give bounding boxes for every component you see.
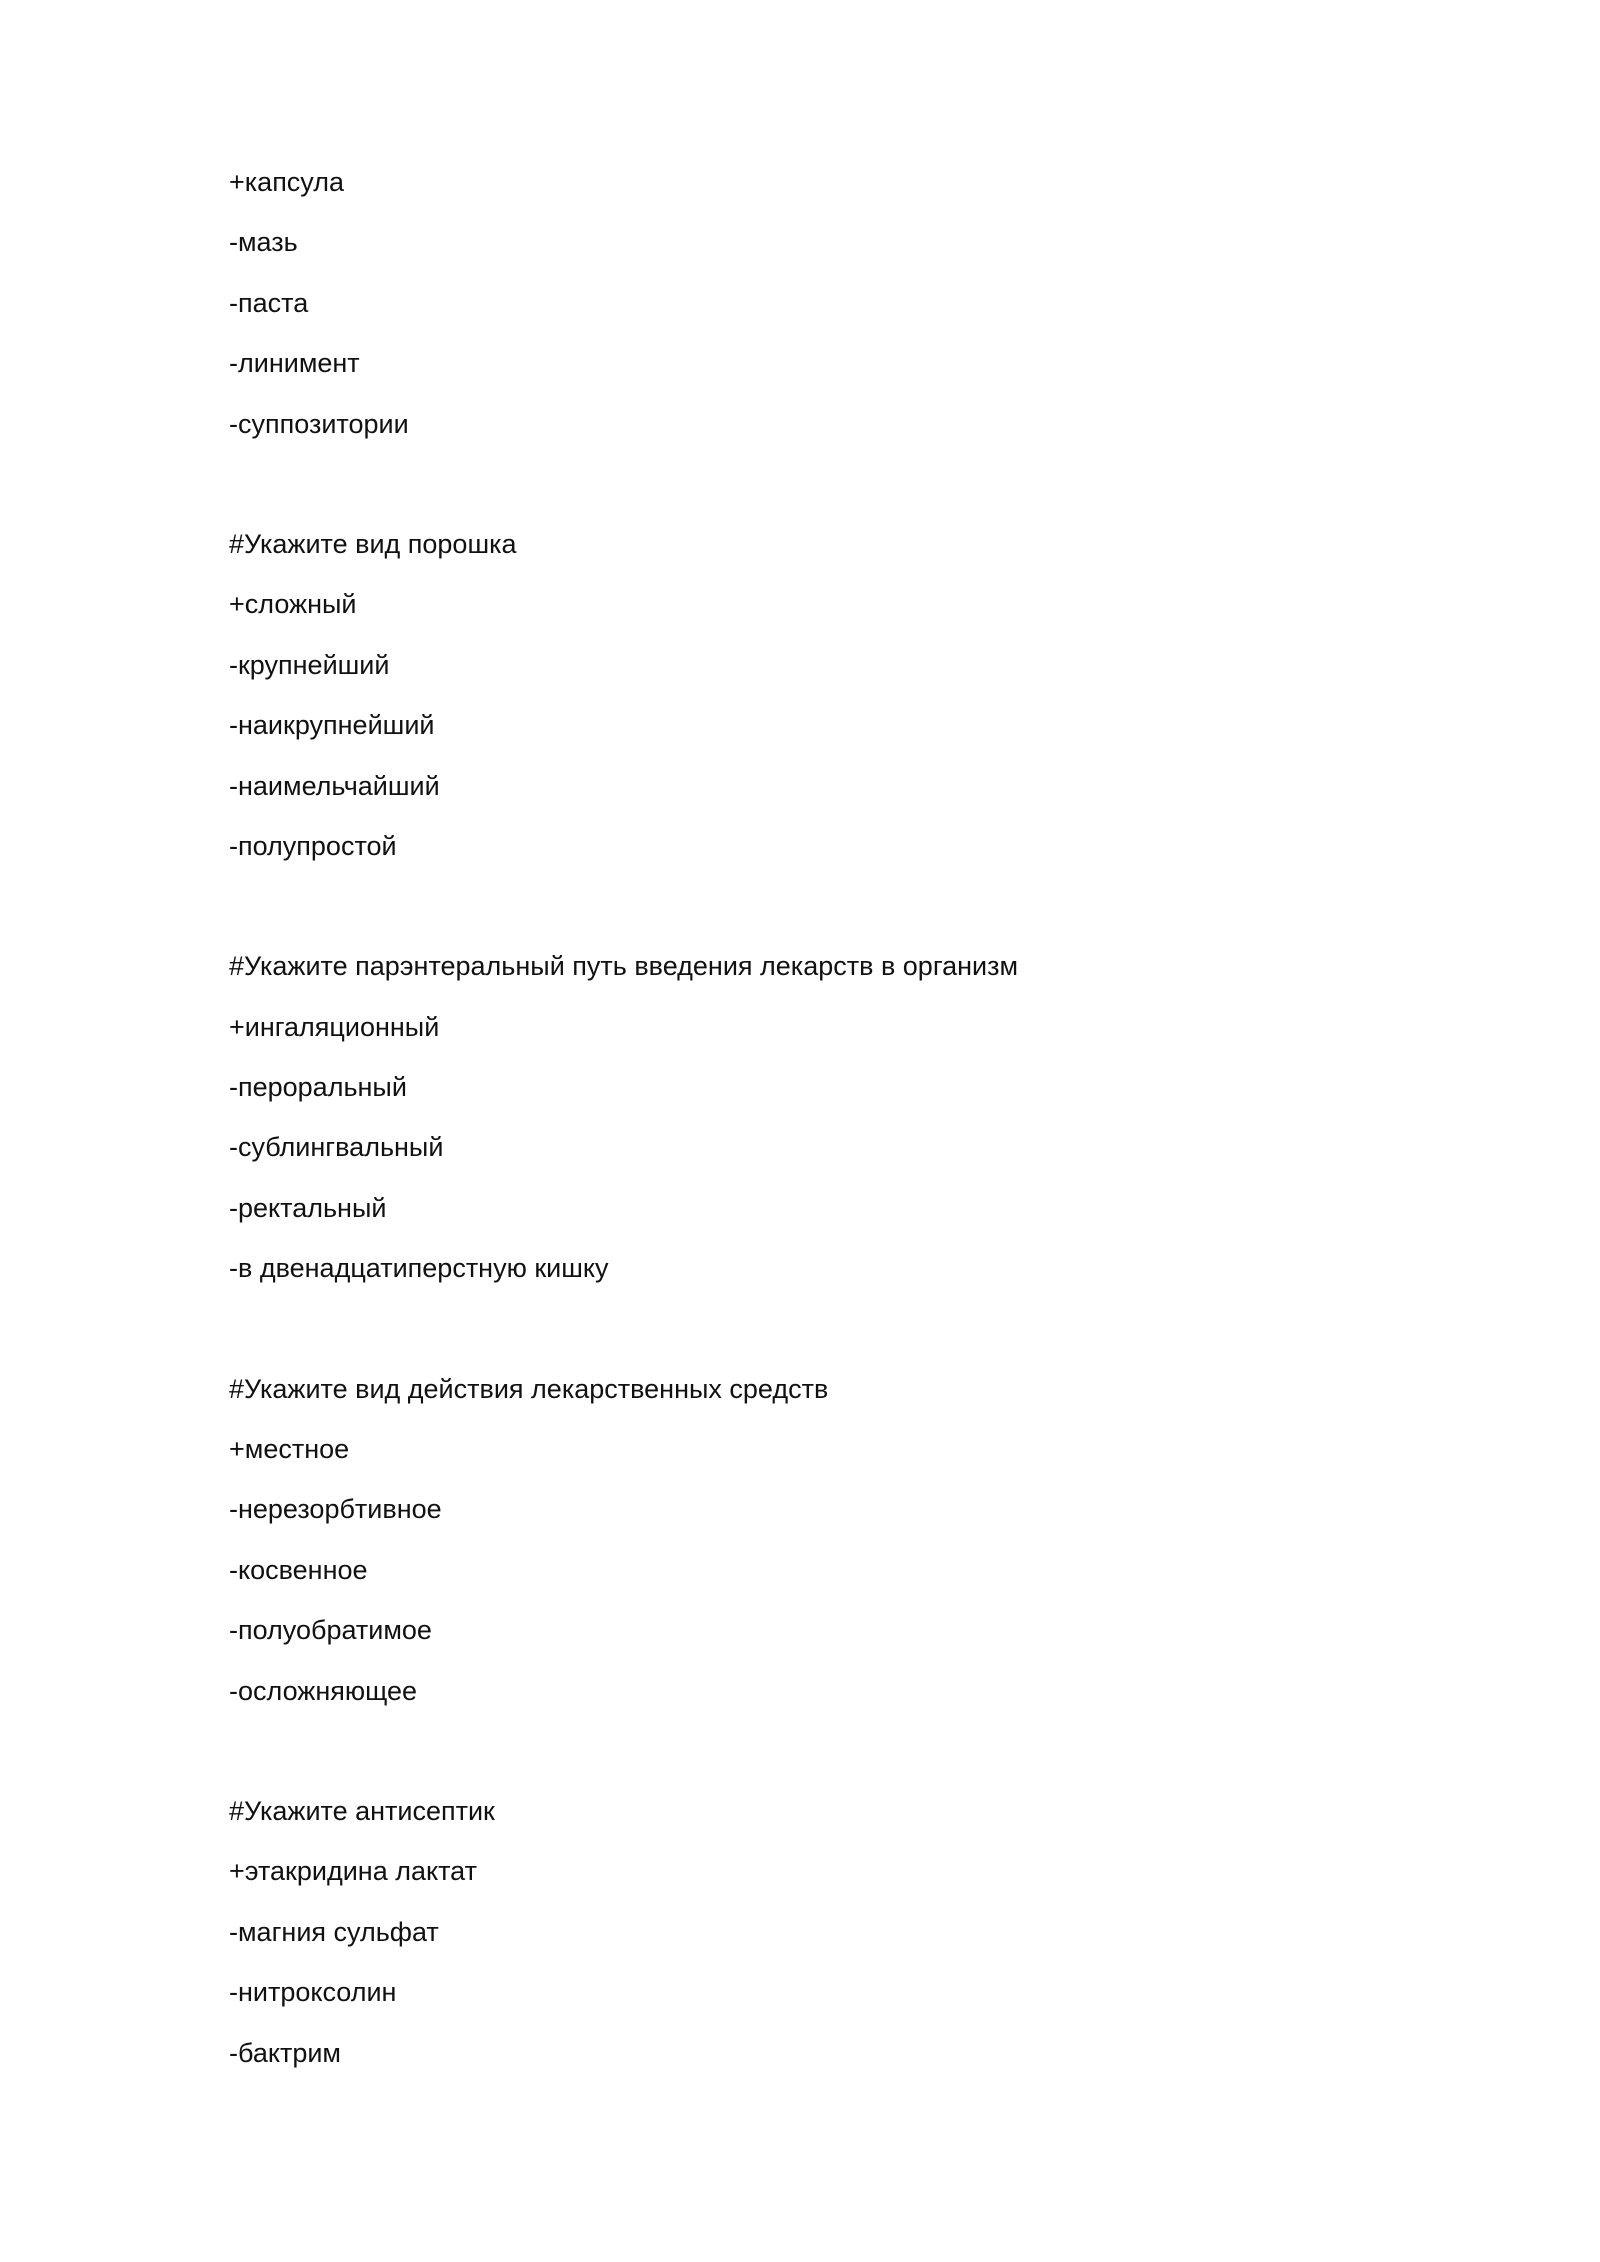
wrong-option: -косвенное	[229, 1554, 368, 1585]
wrong-option: -паста	[229, 287, 309, 318]
correct-option: +капсула	[229, 167, 344, 197]
wrong-option: -бактрим	[229, 2037, 341, 2068]
wrong-option: -суппозитории	[229, 408, 409, 439]
wrong-option: -наикрупнейший	[229, 710, 435, 741]
wrong-option: -мазь	[229, 227, 298, 258]
wrong-option: -полупростой	[229, 830, 397, 861]
correct-option: +местное	[229, 1434, 350, 1465]
wrong-option: -нитроксолин	[229, 1977, 397, 2008]
wrong-option: -в двенадцатиперстную кишку	[229, 1253, 609, 1284]
wrong-option: -ректальный	[229, 1192, 387, 1223]
wrong-option: -пероральный	[229, 1072, 407, 1103]
wrong-option: -осложняющее	[229, 1675, 418, 1706]
answer-options-block	[229, 152, 1429, 454]
question-block	[229, 936, 1429, 1298]
wrong-option: -полуобратимое	[229, 1615, 432, 1646]
question-block	[229, 514, 1429, 876]
question-block	[229, 1359, 1429, 1721]
wrong-option: -нерезорбтивное	[229, 1494, 442, 1525]
wrong-option: -магния сульфат	[229, 1916, 439, 1947]
question-text: #Укажите вид действия лекарственных средств	[229, 1373, 829, 1404]
question-text: #Укажите парэнтеральный путь введения лекарств в организм	[229, 951, 1019, 982]
wrong-option: -линимент	[229, 348, 360, 379]
question-text: #Укажите антисептик	[229, 1795, 495, 1826]
wrong-option: -сублингвальный	[229, 1132, 444, 1163]
question-block	[229, 1781, 1429, 2083]
document-body	[229, 152, 1429, 2083]
correct-option: +этакридина лактат	[229, 1856, 477, 1887]
wrong-option: -наимельчайший	[229, 770, 440, 801]
correct-option: +ингаляционный	[229, 1011, 440, 1042]
question-text: #Укажите вид порошка	[229, 528, 517, 559]
wrong-option: -крупнейший	[229, 649, 390, 680]
correct-option: +сложный	[229, 589, 357, 620]
